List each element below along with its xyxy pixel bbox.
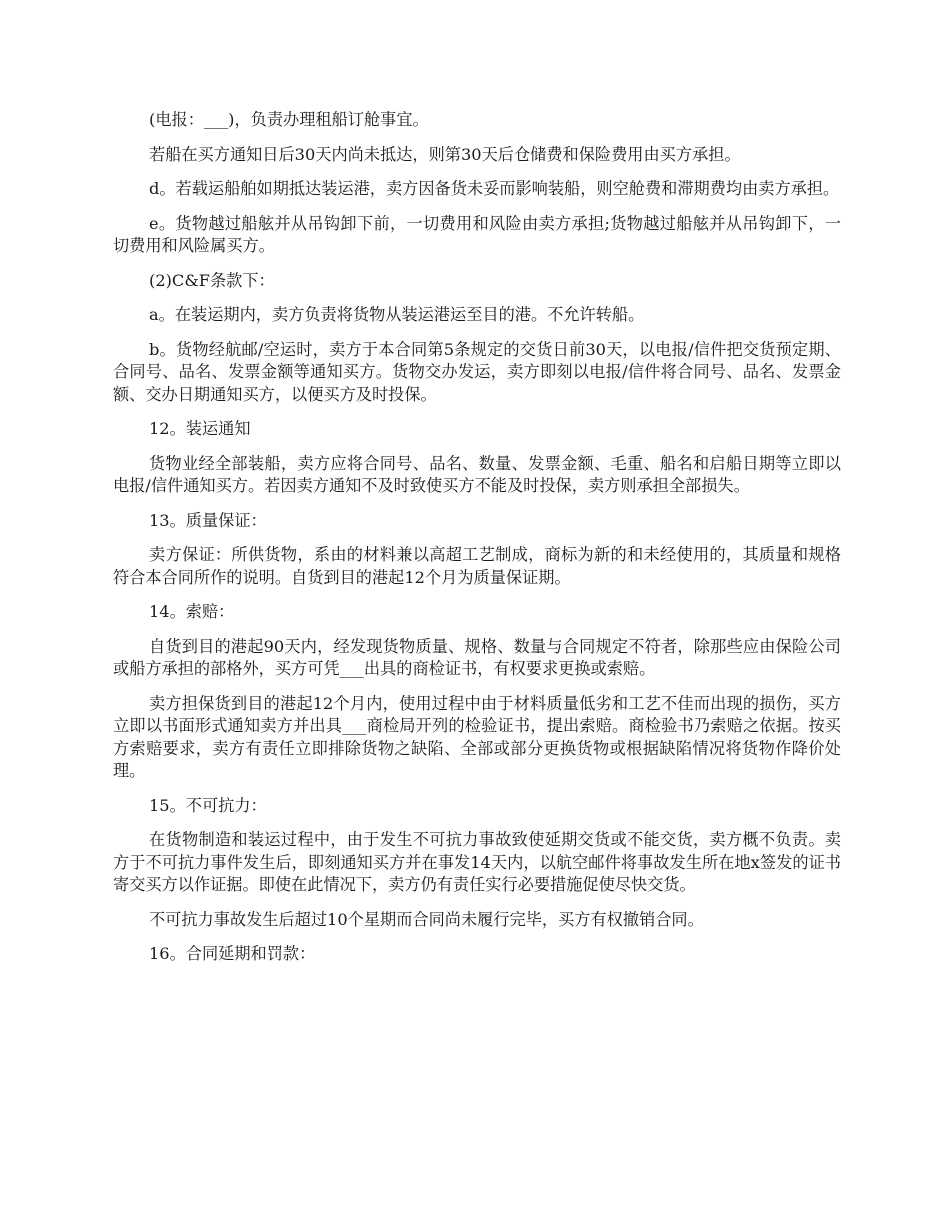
paragraph: d。若载运船舶如期抵达装运港，卖方因备货未妥而影响装船，则空舱费和滞期费均由卖方承担。 xyxy=(149,179,840,198)
paragraph: b。货物经航邮/空运时，卖方于本合同第5条规定的交货日前30天，以电报/信件把交货预定期、合同号、品名、发票金额等通知买方。货物交办发运，卖方即刻以电报/信件将合同号、品名、发票金额、交办日期通知买方，以便买方及时投保。 xyxy=(113,339,841,404)
paragraph: 卖方保证：所供货物，系由的材料兼以高超工艺制成，商标为新的和未经使用的，其质量和规格符合本合同所作的说明。自货到目的港起12个月为质量保证期。 xyxy=(113,545,841,587)
section-heading: 13。质量保证： xyxy=(149,510,267,530)
section-heading: 14。索赔： xyxy=(149,602,235,621)
section-heading: 16。合同延期和罚款： xyxy=(149,944,316,963)
section-heading: (2)C&F条款下： xyxy=(149,270,275,290)
paragraph: 不可抗力事故发生后超过10个星期而合同尚未履行完毕，买方有权撤销合同。 xyxy=(149,909,704,929)
paragraph: (电报：___)，负责办理租船订舱事宜。 xyxy=(149,110,429,129)
paragraph: 卖方担保货到目的港起12个月内，使用过程中由于材料质量低劣和工艺不佳而出现的损伤，买方立即以书面形式通知卖方并出具___商检局开列的检验证书，提出索赔。商检验书乃索赔之依据。按买方索赔要求，卖方有责任立即排除货物之缺陷、全部或部分更换货物或根据缺陷情况将货物作降价处理。 xyxy=(113,693,841,780)
section-heading: 12。装运通知 xyxy=(149,419,251,438)
paragraph: 在货物制造和装运过程中，由于发生不可抗力事故致使延期交货或不能交货，卖方概不负责。卖方于不可抗力事件发生后，即刻通知买方并在事发14天内，以航空邮件将事故发生所在地x签发的证书寄交买方以作证据。即使在此情况下，卖方仍有责任实行必要措施促使尽快交货。 xyxy=(113,830,841,894)
paragraph: 货物业经全部装船，卖方应将合同号、品名、数量、发票金额、毛重、船名和启船日期等立即以电报/信件通知买方。若因卖方通知不及时致使买方不能及时投保，卖方则承担全部损失。 xyxy=(113,453,841,495)
paragraph: 自货到目的港起90天内，经发现货物质量、规格、数量与合同规定不符者，除那些应由保险公司或船方承担的部格外，买方可凭___出具的商检证书，有权要求更换或索赔。 xyxy=(113,636,841,678)
document-body xyxy=(113,109,841,978)
paragraph: 若船在买方通知日后30天内尚未抵达，则第30天后仓储费和保险费用由买方承担。 xyxy=(149,144,741,164)
paragraph: a。在装运期内，卖方负责将货物从装运港运至目的港。不允许转船。 xyxy=(149,305,645,324)
section-heading: 15。不可抗力： xyxy=(149,795,267,815)
paragraph: e。货物越过船舷并从吊钩卸下前，一切费用和风险由卖方承担;货物越过船舷并从吊钩卸下，一切费用和风险属买方。 xyxy=(113,213,841,255)
